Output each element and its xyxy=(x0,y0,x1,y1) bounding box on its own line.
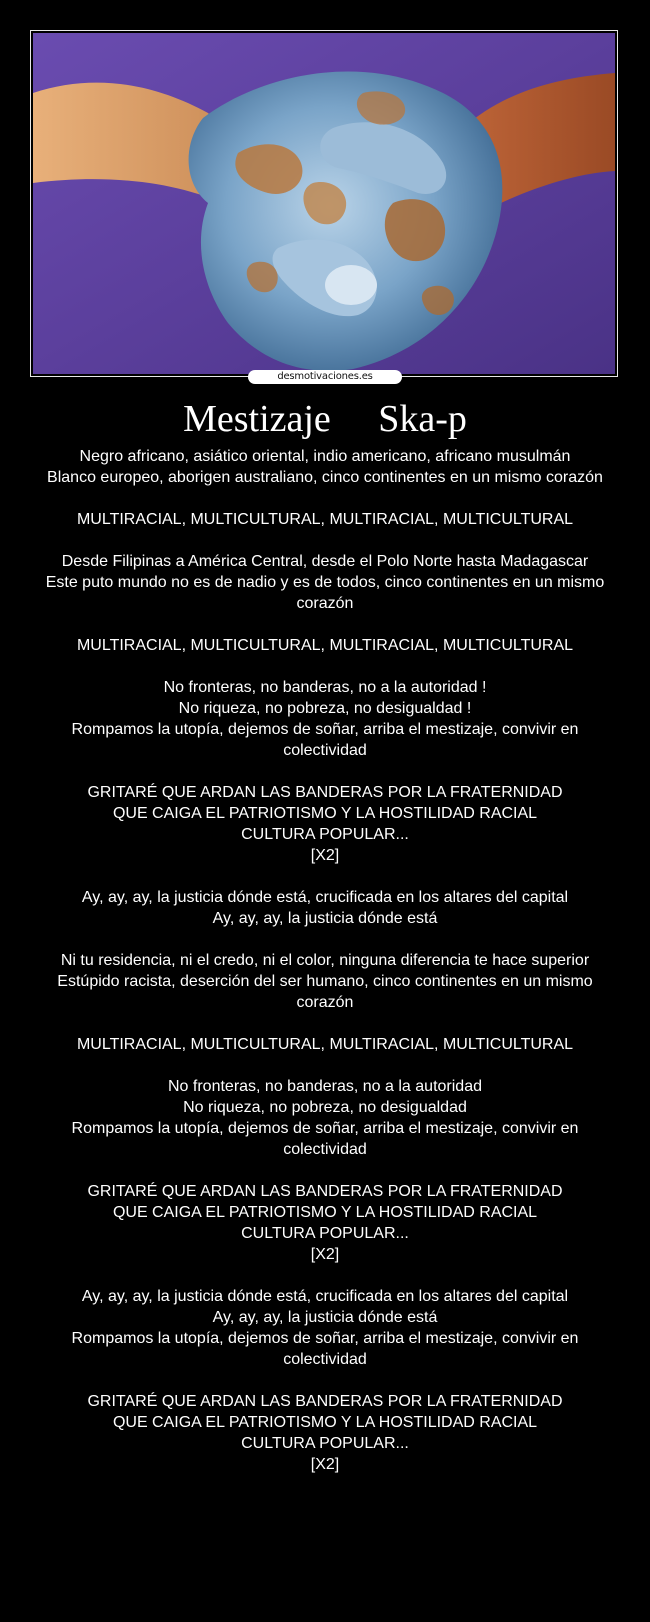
lyrics-line: Este puto mundo no es de nadio y es de todos, cinco continentes en un mismo corazón xyxy=(45,574,605,612)
lyrics-line: MULTIRACIAL, MULTICULTURAL, MULTIRACIAL, MULTICULTURAL xyxy=(76,637,574,654)
lyrics-line: [X2] xyxy=(310,1456,340,1473)
lyrics-line: Ay, ay, ay, la justicia dónde está xyxy=(212,910,438,927)
lyrics-blank-line xyxy=(36,761,614,782)
lyrics-blank-line xyxy=(36,488,614,509)
lyrics-line: [X2] xyxy=(310,1246,340,1263)
lyrics-line: No riqueza, no pobreza, no desigualdad ! xyxy=(178,700,472,717)
image-frame xyxy=(30,30,618,377)
lyrics-line: Ay, ay, ay, la justicia dónde está, crucificada en los altares del capital xyxy=(81,889,569,906)
lyrics-line: Desde Filipinas a América Central, desde el Polo Norte hasta Madagascar xyxy=(61,553,589,570)
lyrics-line: Estúpido racista, deserción del ser humano, cinco continentes en un mismo corazón xyxy=(57,973,593,1011)
lyrics-blank-line xyxy=(36,530,614,551)
lyrics-text xyxy=(36,446,614,1475)
lyrics-line: Rompamos la utopía, dejemos de soñar, arriba el mestizaje, convivir en colectividad xyxy=(71,1120,579,1158)
lyrics-blank-line xyxy=(36,656,614,677)
lyrics-blank-line xyxy=(36,1055,614,1076)
lyrics-line: GRITARÉ QUE ARDAN LAS BANDERAS POR LA FRATERNIDAD xyxy=(87,784,563,801)
lyrics-line: CULTURA POPULAR... xyxy=(241,826,409,843)
lyrics-line: QUE CAIGA EL PATRIOTISMO Y LA HOSTILIDAD RACIAL xyxy=(112,1204,538,1221)
lyrics-line: Ay, ay, ay, la justicia dónde está, crucificada en los altares del capital xyxy=(81,1288,569,1305)
lyrics-line: CULTURA POPULAR... xyxy=(241,1225,409,1242)
lyrics-blank-line xyxy=(36,1370,614,1391)
lyrics-line: No riqueza, no pobreza, no desigualdad xyxy=(183,1099,467,1116)
lyrics-line: CULTURA POPULAR... xyxy=(241,1435,409,1452)
hands-world-map-image xyxy=(33,33,615,374)
poster-title: Mestizaje Ska-p xyxy=(183,398,467,440)
lyrics-line: Blanco europeo, aborigen australiano, cinco continentes en un mismo corazón xyxy=(47,469,603,486)
lyrics-line: Ni tu residencia, ni el credo, ni el color, ninguna diferencia te hace superior xyxy=(60,952,590,969)
lyrics-blank-line xyxy=(36,929,614,950)
watermark-logo: desmotivaciones.es xyxy=(248,370,402,384)
lyrics-blank-line xyxy=(36,614,614,635)
lyrics-blank-line xyxy=(36,866,614,887)
lyrics-line: Rompamos la utopía, dejemos de soñar, arriba el mestizaje, convivir en colectividad xyxy=(71,1330,579,1368)
lyrics-line: No fronteras, no banderas, no a la autoridad ! xyxy=(163,679,487,696)
lyrics-blank-line xyxy=(36,1265,614,1286)
lyrics-blank-line xyxy=(36,1160,614,1181)
lyrics-line: [X2] xyxy=(310,847,340,864)
lyrics-line: No fronteras, no banderas, no a la autoridad xyxy=(168,1078,482,1095)
lyrics-line: GRITARÉ QUE ARDAN LAS BANDERAS POR LA FRATERNIDAD xyxy=(87,1183,563,1200)
lyrics-line: GRITARÉ QUE ARDAN LAS BANDERAS POR LA FRATERNIDAD xyxy=(87,1393,563,1410)
lyrics-line: Negro africano, asiático oriental, indio americano, africano musulmán xyxy=(79,448,571,465)
lyrics-blank-line xyxy=(36,1013,614,1034)
lyrics-line: QUE CAIGA EL PATRIOTISMO Y LA HOSTILIDAD RACIAL xyxy=(112,805,538,822)
lyrics-line: MULTIRACIAL, MULTICULTURAL, MULTIRACIAL, MULTICULTURAL xyxy=(76,511,574,528)
lyrics-line: Rompamos la utopía, dejemos de soñar, arriba el mestizaje, convivir en colectividad xyxy=(71,721,579,759)
lyrics-line: MULTIRACIAL, MULTICULTURAL, MULTIRACIAL, MULTICULTURAL xyxy=(76,1036,574,1053)
lyrics-line: QUE CAIGA EL PATRIOTISMO Y LA HOSTILIDAD RACIAL xyxy=(112,1414,538,1431)
lyrics-line: Ay, ay, ay, la justicia dónde está xyxy=(212,1309,438,1326)
